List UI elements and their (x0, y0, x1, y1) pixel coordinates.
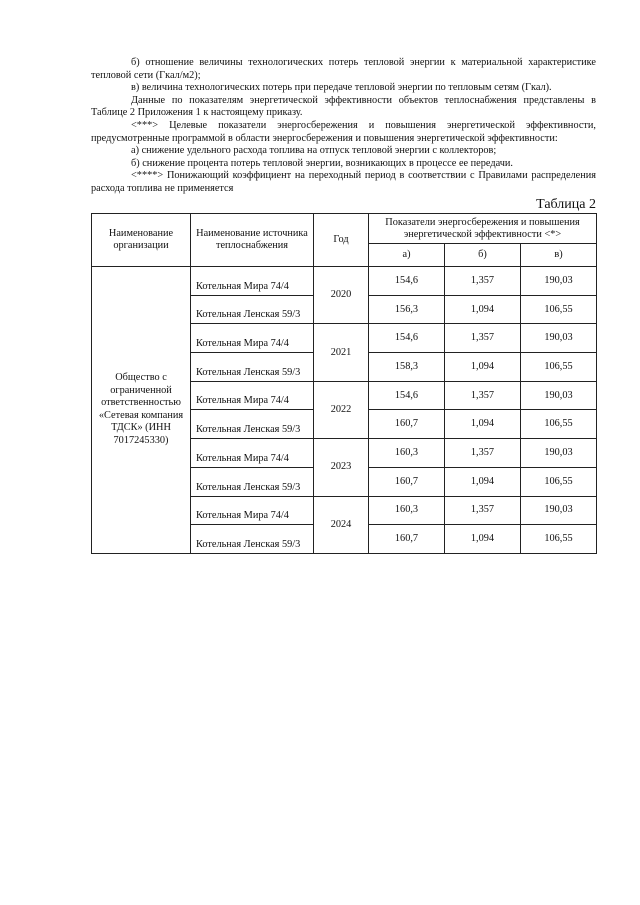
value-cell-b: 1,094 (445, 467, 521, 496)
body-text (91, 57, 596, 196)
header-indicators: Показатели энергосбережения и повышения энергетической эффективности <*> (369, 214, 597, 244)
value-cell-b: 1,094 (445, 353, 521, 382)
value-cell-b: 1,357 (445, 439, 521, 468)
indicators-table (91, 213, 597, 554)
value-cell-b: 1,357 (445, 381, 521, 410)
source-cell: Котельная Ленская 59/3 (191, 525, 314, 554)
value-cell-b: 1,094 (445, 525, 521, 554)
header-source: Наименование источника теплоснабжения (191, 214, 314, 267)
value-cell-c: 106,55 (521, 525, 597, 554)
value-cell-a: 154,6 (369, 267, 445, 296)
source-cell: Котельная Ленская 59/3 (191, 353, 314, 382)
source-cell: Котельная Ленская 59/3 (191, 295, 314, 324)
source-cell: Котельная Мира 74/4 (191, 267, 314, 296)
value-cell-c: 190,03 (521, 381, 597, 410)
year-cell: 2024 (314, 496, 369, 553)
value-cell-b: 1,357 (445, 496, 521, 525)
header-col-b: б) (445, 244, 521, 267)
source-cell: Котельная Ленская 59/3 (191, 410, 314, 439)
paragraph: <****> Понижающий коэффициент на переходный период в соответствии с Правилами распределения расхода топлива не применяется (91, 170, 596, 194)
paragraph: Данные по показателям энергетической эффективности объектов теплоснабжения представлены в Таблице 2 Приложения 1 к настоящему приказу. (91, 94, 596, 119)
value-cell-c: 190,03 (521, 439, 597, 468)
value-cell-c: 190,03 (521, 496, 597, 525)
paragraph: а) снижение удельного расхода топлива на отпуск тепловой энергии с коллекторов; (131, 145, 497, 157)
year-cell: 2022 (314, 381, 369, 438)
value-cell-c: 190,03 (521, 324, 597, 353)
value-cell-c: 106,55 (521, 353, 597, 382)
value-cell-b: 1,094 (445, 295, 521, 324)
source-cell: Котельная Мира 74/4 (191, 324, 314, 353)
value-cell-a: 154,6 (369, 381, 445, 410)
value-cell-c: 106,55 (521, 467, 597, 496)
year-cell: 2023 (314, 439, 369, 496)
header-col-a: а) (369, 244, 445, 267)
value-cell-a: 156,3 (369, 295, 445, 324)
source-cell: Котельная Мира 74/4 (191, 381, 314, 410)
value-cell-a: 160,3 (369, 496, 445, 525)
value-cell-a: 154,6 (369, 324, 445, 353)
value-cell-c: 190,03 (521, 267, 597, 296)
paragraph: <***> Целевые показатели энергосбережения и повышения энергетической эффективности, предусмотренные программой в области энергосбережения и повышения энергетической эффективности: (91, 119, 596, 144)
value-cell-a: 160,7 (369, 467, 445, 496)
year-cell: 2020 (314, 267, 369, 324)
value-cell-c: 106,55 (521, 410, 597, 439)
header-year: Год (314, 214, 369, 267)
table-row (92, 267, 597, 296)
organization-cell: Общество с ограниченной ответственностью «Сетевая компания ТДСК» (ИНН 7017245330) (92, 267, 191, 554)
value-cell-a: 158,3 (369, 353, 445, 382)
source-cell: Котельная Ленская 59/3 (191, 467, 314, 496)
table-body (92, 267, 597, 554)
table-caption: Таблица 2 (536, 197, 596, 212)
value-cell-a: 160,3 (369, 439, 445, 468)
value-cell-b: 1,357 (445, 267, 521, 296)
year-cell: 2021 (314, 324, 369, 381)
value-cell-c: 106,55 (521, 295, 597, 324)
value-cell-b: 1,094 (445, 410, 521, 439)
paragraph: б) снижение процента потерь тепловой энергии, возникающих в процессе ее передачи. (131, 157, 513, 169)
paragraph: б) отношение величины технологических потерь тепловой энергии к материальной характеристике тепловой сети (Гкал/м2); (91, 57, 596, 81)
value-cell-a: 160,7 (369, 410, 445, 439)
value-cell-a: 160,7 (369, 525, 445, 554)
value-cell-b: 1,357 (445, 324, 521, 353)
header-col-c: в) (521, 244, 597, 267)
source-cell: Котельная Мира 74/4 (191, 496, 314, 525)
paragraph: в) величина технологических потерь при передаче тепловой энергии по тепловым сетям (Гкал). (131, 82, 552, 94)
source-cell: Котельная Мира 74/4 (191, 439, 314, 468)
header-organization: Наименование организации (92, 214, 191, 267)
